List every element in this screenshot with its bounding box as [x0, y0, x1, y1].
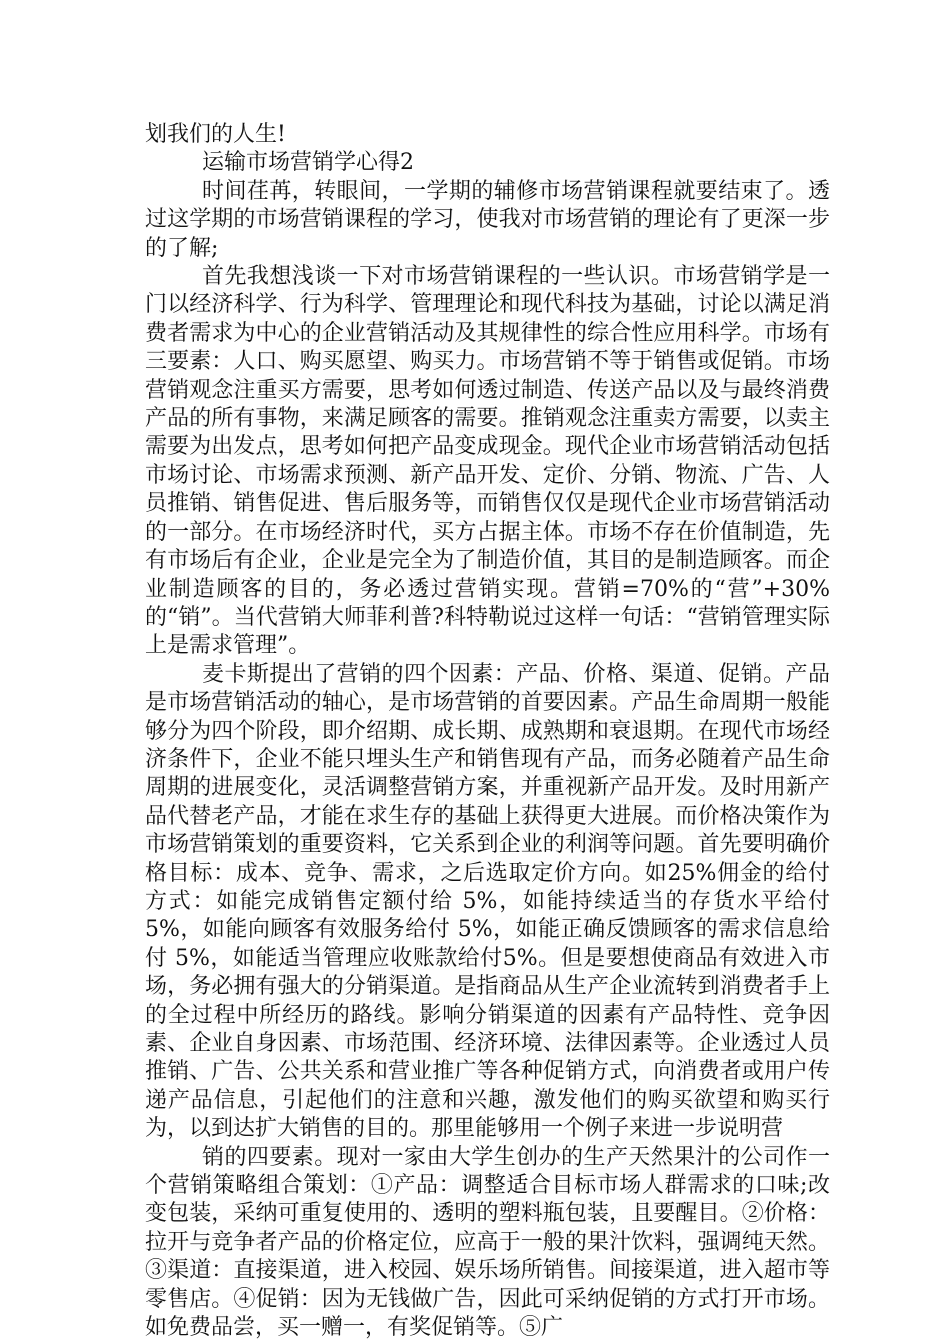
paragraph-course-understanding: 首先我想浅谈一下对市场营销课程的一些认识。市场营销学是一门以经济科学、行为科学、管理理论和现代科技为基础，讨论以满足消费者需求为中心的企业营销活动及其规律性的综合性应用科学。市场有三要素：人口、购买愿望、购买力。市场营销不等于销售或促销。市场营销观念注重买方需要，思考如何透过制造、传送产品以及与最终消费产品的所有事物，来满足顾客的需要。推销观念注重卖方需要，以卖主需要为出发点，思考如何把产品变成现金。现代企业市场营销活动包括市场讨论、市场需求预测、新产品开发、定价、分销、物流、广告、人员推销、销售促进、售后服务等，而销售仅仅是现代企业市场营销活动的一部分。在市场经济时代，买方占据主体。市场不存在价值制造，先有市场后有企业，企业是完全为了制造价值，其目的是制造顾客。而企业制造顾客的目的，务必透过营销实现。营销=70%的“营”+30%的“销”。当代营销大师菲利普?科特勒说过这样一句话：“营销管理实际上是需求管理”。 [145, 264, 830, 659]
paragraph-four-factors: 麦卡斯提出了营销的四个因素：产品、价格、渠道、促销。产品是市场营销活动的轴心，是市场营销的首要因素。产品生命周期一般能够分为四个阶段，即介绍期、成长期、成熟期和衰退期。在现代市场经济条件下，企业不能只埋头生产和销售现有产品，而务必随着产品生命周期的进展变化，灵活调整营销方案，并重视新产品开发。及时用新产品代替老产品，才能在求生存的基础上获得更大进展。而价格决策作为市场营销策划的重要资料，它关系到企业的利润等问题。首先要明确价格目标：成本、竞争、需求，之后选取定价方向。如25%佣金的给付方式：如能完成销售定额付给 5%，如能持续适当的存货水平给付 5%，如能向顾客有效服务给付 5%，如能正确反馈顾客的需求信息给付 5%，如能适当管理应收账款给付5%。但是要想使商品有效进入市场，务必拥有强大的分销渠道。是指商品从生产企业流转到消费者手上的全过程中所经历的路线。影响分销渠道的因素有产品特性、竞争因素、企业自身因素、市场范围、经济环境、法律因素等。企业透过人员推销、广告、公共关系和营业推广等各种促销方式，向消费者或用户传递产品信息，引起他们的注意和兴趣，激发他们的购买欲望和购买行为，以到达扩大销售的目的。那里能够用一个例子来进一步说明营 [145, 661, 830, 1142]
paragraph-continuation: 划我们的人生! [145, 122, 286, 147]
section-heading: 运输市场营销学心得2 [202, 150, 414, 176]
paragraph-example-strategy: 销的四要素。现对一家由大学生创办的生产天然果汁的公司作一个营销策略组合策划：①产品：调整适合目标市场人群需求的口味;改变包装，采纳可重复使用的、透明的塑料瓶包装，且要醒目。②价格：拉开与竞争者产品的价格定位，应高于一般的果汁饮料，强调纯天然。③渠道：直接渠道，进入校园、娱乐场所销售。间接渠道，进入超市等零售店。④促销：因为无钱做广告，因此可采纳促销的方式打开市场。如免费品尝，买一赠一，有奖促销等。⑤广 [145, 1144, 830, 1341]
paragraph-intro: 时间荏苒，转眼间，一学期的辅修市场营销课程就要结束了。透过这学期的市场营销课程的学习，使我对市场营销的理论有了更深一步的了解; [145, 178, 830, 261]
document-body [145, 121, 830, 1342]
